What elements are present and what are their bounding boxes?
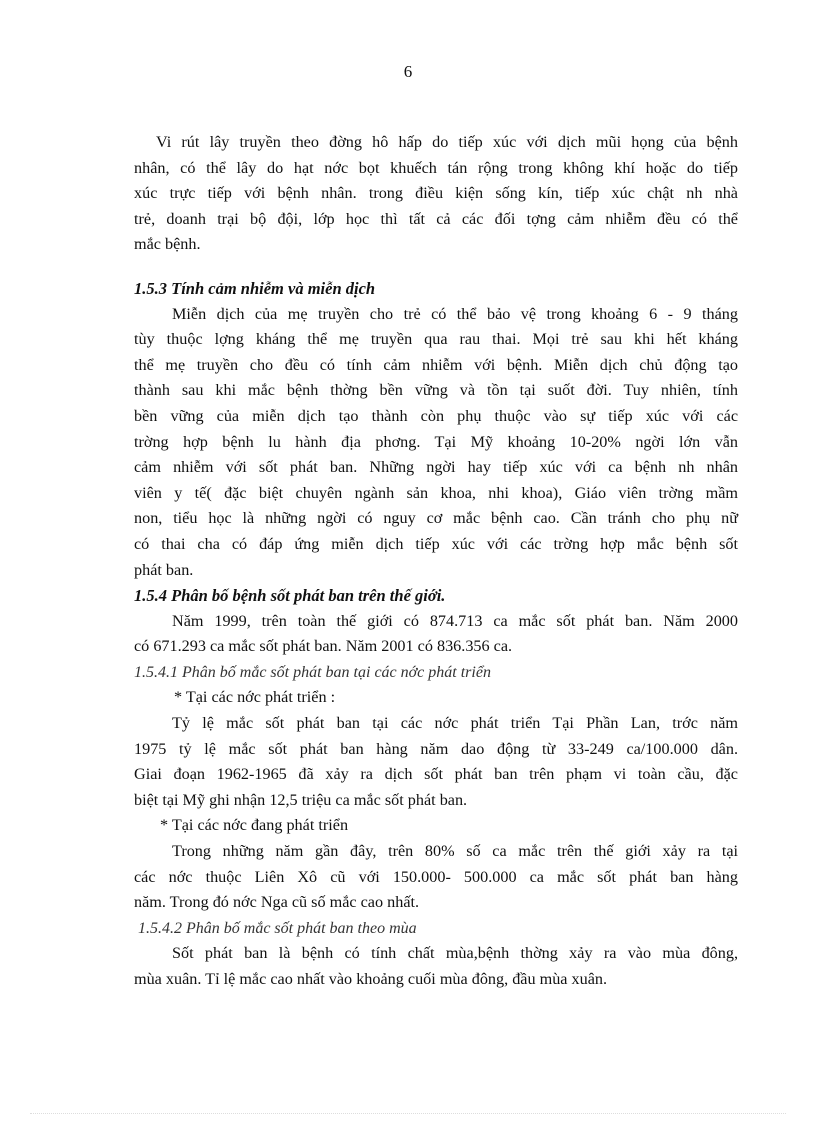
text-line: năm. Trong đó nớc Nga cũ số mắc cao nhất.: [134, 893, 420, 912]
paragraph-world-cases: [134, 609, 738, 660]
text-line: Miễn dịch của mẹ truyền cho trẻ có thể bảo vệ trong khoảng 6 - 9 tháng: [172, 304, 738, 323]
text-line: nhân, có thể lây do hạt nớc bọt khuếch tán rộng trong không khí hoặc do tiếp: [134, 158, 738, 177]
subheading-developed: * Tại các nớc phát triển :: [174, 688, 336, 707]
text-line: trẻ, doanh trại bộ đội, lớp học thì tất cả các đối tợng cảm nhiễm đều có thể: [134, 209, 738, 228]
text-line: Tỷ lệ mắc sốt phát ban tại các nớc phát triển Tại Phần Lan, trớc năm: [172, 714, 738, 733]
text-line: Trong những năm gần đây, trên 80% số ca mắc trên thế giới xảy ra tại: [172, 842, 738, 861]
footer-divider: [30, 1113, 786, 1114]
text-line: xúc trực tiếp với bệnh nhân. trong điều kiện sống kín, tiếp xúc chật nh nhà: [134, 184, 738, 203]
text-line: bền vững của miễn dịch tạo thành còn phụ thuộc vào sự tiếp xúc với các: [134, 406, 738, 425]
paragraph-immunity: [134, 302, 738, 584]
text-line: cảm nhiễm với sốt phát ban. Những ngời hay tiếp xúc với ca bệnh nh nhân: [134, 458, 738, 477]
document-body: [134, 130, 738, 993]
heading-1-5-3: 1.5.3 Tính cảm nhiễm và miễn dịch: [134, 278, 376, 298]
text-line: 1975 tỷ lệ mắc sốt phát ban hàng năm dao động từ 33-249 ca/100.000 dân.: [134, 739, 738, 758]
text-line: mắc bệnh.: [134, 235, 201, 254]
heading-1-5-4: 1.5.4 Phân bố bệnh sốt phát ban trên thế giới.: [134, 586, 446, 606]
text-line: Sốt phát ban là bệnh có tính chất mùa,bệnh thờng xảy ra vào mùa đông,: [172, 944, 738, 963]
text-line: có thai cha có đáp ứng miễn dịch tiếp xúc với các trờng hợp mắc bệnh sốt: [134, 534, 738, 553]
text-line: thể mẹ truyền cho đều có tính cảm nhiễm với bệnh. Miễn dịch chủ động tạo: [134, 355, 738, 374]
text-line: có 671.293 ca mắc sốt phát ban. Năm 2001 có 836.356 ca.: [134, 637, 513, 656]
heading-1-5-4-2: 1.5.4.2 Phân bố mắc sốt phát ban theo mùa: [138, 919, 417, 937]
text-line: trờng hợp bệnh lu hành địa phơng. Tại Mỹ khoảng 10-20% ngời lớn vẫn: [134, 432, 738, 451]
paragraph-developing: [134, 839, 738, 916]
paragraph-developed: [134, 711, 738, 813]
text-line: các nớc thuộc Liên Xô cũ với 150.000- 500.000 ca mắc sốt phát ban hàng: [134, 867, 738, 886]
text-line: viên y tế( đặc biệt chuyên ngành sản khoa, nhi khoa), Giáo viên trờng mầm: [134, 483, 738, 502]
text-line: Vi rút lây truyền theo đờng hô hấp do tiếp xúc với dịch mũi họng của bệnh: [156, 133, 738, 151]
text-line: biệt tại Mỹ ghi nhận 12,5 triệu ca mắc sốt phát ban.: [134, 790, 468, 809]
text-line: phát ban.: [134, 560, 194, 579]
text-line: thành sau khi mắc bệnh thờng bền vững và tồn tại suốt đời. Tuy nhiên, tính: [134, 381, 738, 400]
heading-1-5-4-1: 1.5.4.1 Phân bố mắc sốt phát ban tại các nớc phát triển: [134, 663, 491, 681]
text-line: Giai đoạn 1962-1965 đã xảy ra dịch sốt phát ban trên phạm vi toàn cầu, đặc: [134, 765, 738, 784]
text-line: Năm 1999, trên toàn thế giới có 874.713 ca mắc sốt phát ban. Năm 2000: [172, 611, 738, 630]
text-line: tùy thuộc lợng kháng thể mẹ truyền qua rau thai. Mọi trẻ sau khi hết kháng: [134, 330, 738, 349]
subheading-developing: * Tại các nớc đang phát triển: [160, 816, 349, 835]
page-number: 6: [403, 62, 413, 81]
text-line: mùa xuân. Tỉ lệ mắc cao nhất vào khoảng cuối mùa đông, đầu mùa xuân.: [134, 970, 608, 988]
paragraph-seasonal: [134, 941, 738, 992]
text-line: non, tiểu học là những ngời có nguy cơ mắc bệnh cao. Cần tránh cho phụ nữ: [134, 509, 738, 528]
paragraph-transmission: [134, 130, 738, 258]
